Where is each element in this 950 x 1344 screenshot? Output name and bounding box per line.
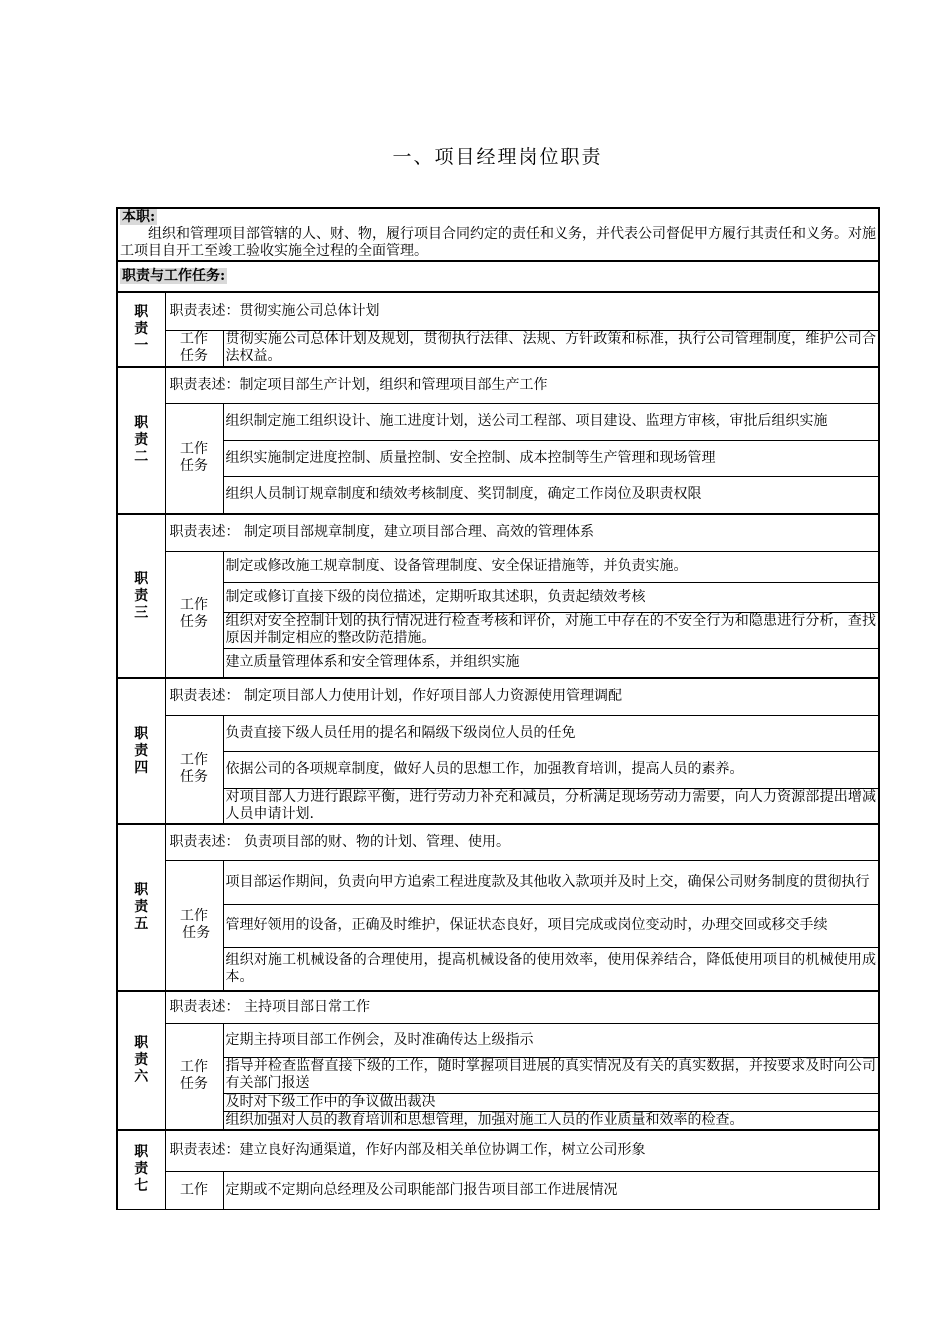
duty-7-task-label: 工作 xyxy=(165,1172,223,1210)
duty-3-task-1: 制定或修改施工规章制度、设备管理制度、安全保证措施等，并负责实施。 xyxy=(223,551,879,582)
duty-1-label: 职 责 一 xyxy=(117,292,165,367)
duty-2-desc: 职责表述：制定项目部生产计划，组织和管理项目部生产工作 xyxy=(165,367,879,403)
section-label: 职责与工作任务: xyxy=(122,268,226,284)
duty-3-task-label: 工作 任务 xyxy=(165,551,223,678)
duty-6-label: 职 责 六 xyxy=(117,991,165,1130)
duty-7-desc: 职责表述：建立良好沟通渠道，作好内部及相关单位协调工作，树立公司形象 xyxy=(165,1130,879,1172)
duty-2-task-label: 工作 任务 xyxy=(165,403,223,514)
duty-4-label: 职 责 四 xyxy=(117,678,165,824)
duty-6-task-1: 定期主持项目部工作例会，及时准确传达上级指示 xyxy=(223,1023,879,1057)
basic-duty-label: 本职: xyxy=(122,209,156,225)
duty-3-task-2: 制定或修订直接下级的岗位描述，定期听取其述职，负责起绩效考核 xyxy=(223,582,879,612)
duty-6-task-4: 组织加强对人员的教育培训和思想管理，加强对施工人员的作业质量和效率的检查。 xyxy=(223,1111,879,1130)
duty-2-label: 职 责 二 xyxy=(117,367,165,514)
duty-5-task-2: 管理好领用的设备，正确及时维护，保证状态良好，项目完成或岗位变动时，办理交回或移交手续 xyxy=(223,904,879,947)
duty-7-label: 职 责 七 xyxy=(117,1130,165,1210)
duty-3-task-3: 组织对安全控制计划的执行情况进行检查考核和评价，对施工中存在的不安全行为和隐患进行分析，查找原因并制定相应的整改防范措施。 xyxy=(223,612,879,648)
basic-duty-cell xyxy=(117,208,879,261)
duty-5-task-3: 组织对施工机械设备的合理使用，提高机械设备的使用效率，使用保养结合，降低使用项目的机械使用成本。 xyxy=(223,947,879,991)
duty-6-task-2: 指导并检查监督直接下级的工作，随时掌握项目进展的真实情况及有关的真实数据，并按要求及时向公司有关部门报送 xyxy=(223,1057,879,1093)
duty-4-task-2: 依据公司的各项规章制度，做好人员的思想工作，加强教育培训，提高人员的素养。 xyxy=(223,751,879,788)
section-label-cell xyxy=(117,261,879,292)
duty-3-label: 职 责 三 xyxy=(117,514,165,678)
duty-6-task-3: 及时对下级工作中的争议做出裁决 xyxy=(223,1093,879,1111)
duty-2-task-1: 组织制定施工组织设计、施工进度计划，送公司工程部、项目建设、监理方审核，审批后组织实施 xyxy=(223,403,879,440)
duty-2-task-2: 组织实施制定进度控制、质量控制、安全控制、成本控制等生产管理和现场管理 xyxy=(223,440,879,476)
duty-5-desc: 职责表述： 负责项目部的财、物的计划、管理、使用。 xyxy=(165,824,879,860)
duty-4-desc: 职责表述： 制定项目部人力使用计划，作好项目部人力资源使用管理调配 xyxy=(165,678,879,715)
duty-3-desc: 职责表述： 制定项目部规章制度，建立项目部合理、高效的管理体系 xyxy=(165,514,879,551)
duty-1-task-1: 贯彻实施公司总体计划及规划，贯彻执行法律、法规、方针政策和标准，执行公司管理制度，维护公司合法权益。 xyxy=(223,330,879,367)
duty-5-task-1: 项目部运作期间，负责向甲方追索工程进度款及其他收入款项并及时上交，确保公司财务制度的贯彻执行 xyxy=(223,860,879,904)
duty-5-label: 职 责 五 xyxy=(117,824,165,991)
basic-duty-text: 组织和管理项目部管辖的人、财、物，履行项目合同约定的责任和义务，并代表公司督促甲方履行其责任和义务。对施工项目自开工至竣工验收实施全过程的全面管理。 xyxy=(120,226,876,259)
duty-2-task-3: 组织人员制订规章制度和绩效考核制度、奖罚制度，确定工作岗位及职责权限 xyxy=(223,476,879,514)
duty-3-task-4: 建立质量管理体系和安全管理体系，并组织实施 xyxy=(223,648,879,678)
duty-4-task-1: 负责直接下级人员任用的提名和隔级下级岗位人员的任免 xyxy=(223,715,879,751)
duty-4-task-3: 对项目部人力进行跟踪平衡，进行劳动力补充和减员，分析满足现场劳动力需要，向人力资源部提出增减人员申请计划. xyxy=(223,788,879,824)
duty-1-task-label: 工作 任务 xyxy=(165,330,223,367)
duty-4-task-label: 工作 任务 xyxy=(165,715,223,824)
duty-6-desc: 职责表述： 主持项目部日常工作 xyxy=(165,991,879,1023)
duty-5-task-label: 工作 任务 xyxy=(165,860,223,991)
duties-table xyxy=(116,207,880,1210)
duty-6-task-label: 工作 任务 xyxy=(165,1023,223,1130)
duty-7-task-1: 定期或不定期向总经理及公司职能部门报告项目部工作进展情况 xyxy=(223,1172,879,1210)
duty-1-desc: 职责表述：贯彻实施公司总体计划 xyxy=(165,292,879,330)
page-title: 一、项目经理岗位职责 xyxy=(392,146,603,168)
